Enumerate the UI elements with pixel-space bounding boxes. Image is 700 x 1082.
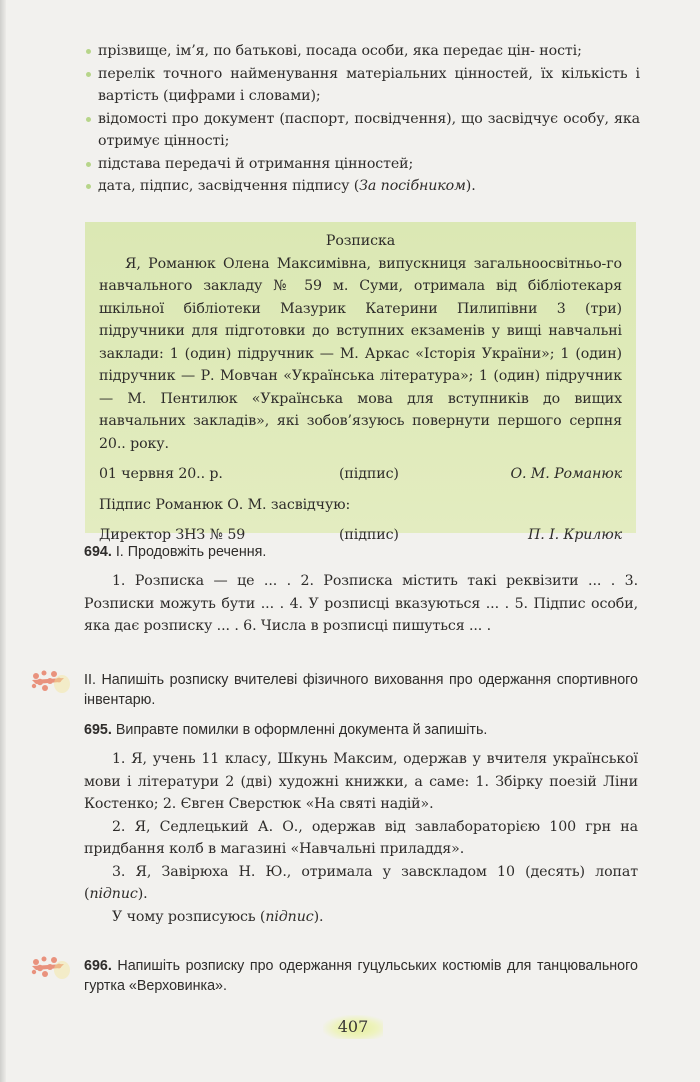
director-name: П. І. Крилюк <box>527 527 622 543</box>
list-item <box>84 108 640 153</box>
signature-placeholder: підпис <box>265 908 314 925</box>
signature-confirmation: Підпис Романюк О. М. засвідчую: <box>99 496 351 513</box>
receipt-date: 01 червня 20.. р. <box>99 466 223 482</box>
list-item <box>84 175 640 198</box>
bullet-icon <box>86 49 91 54</box>
exercise-695 <box>84 720 638 928</box>
exercise-694 <box>84 542 638 638</box>
receipt-title: Розписка <box>325 233 396 249</box>
requisites-list <box>84 40 640 198</box>
receipt-body: Я, Романюк Олена Максимівна, випускниця загальноосвітньо-го навчального закладу № 59 м. Суми, отримала від бібліотекаря шкільної бібліотеки Мазурик Катерини Пилипівни 3 (три) підручники для підготовки до вступних екзаменів у вищі навчальні заклади: 1 (один) підручник — М. Аркас «Історія України»; 1 (один) підручник — Р. Мовчан «Українська література»; 1 (один) підручник — М. Пентилюк «Українська мова для вступників до вищих навчальних закладів», які зобов’язуюсь повернути першого серпня 20.. року. <box>99 255 622 452</box>
exercise-number: 696. <box>84 958 112 974</box>
signature-placeholder: (підпис) <box>339 527 399 543</box>
page-number: 407 <box>323 1015 383 1039</box>
bullet-text: відомості про документ (паспорт, посвідчення), що засвідчує особу, яка отримує цінності; <box>98 110 640 149</box>
signature-row <box>99 463 622 486</box>
exercise-task: Виправте помилки в оформленні документа й запишіть. <box>115 722 488 738</box>
exercise-696 <box>84 956 638 996</box>
creative-task-flower-icon <box>26 954 70 982</box>
bullet-text-end: ). <box>465 178 476 194</box>
creative-task-flower-icon <box>26 668 70 696</box>
signer-name: О. М. Романюк <box>510 466 622 482</box>
item-text-end: ). <box>137 886 148 902</box>
bullet-icon <box>86 72 91 77</box>
exercise-task: Напишіть розписку про одержання гуцульських костюмів для танцювального гуртка «Верховинка». <box>84 958 638 994</box>
list-item <box>84 40 640 63</box>
exercise-695-item-1: 1. Я, учень 11 класу, Шкунь Максим, одержав у вчителя української мови і літератури 2 (дві) художні книжки, а саме: 1. Збірку поезій Ліни Костенко; 2. Євген Сверстюк «На святі надій». <box>84 751 638 812</box>
bullet-text: дата, підпис, засвідчення підпису ( <box>98 178 360 194</box>
item-text: 3. Я, Завірюха Н. Ю., отримала у завскладом 10 (десять) лопат ( <box>84 863 638 902</box>
exercise-task: І. Продовжіть речення. <box>115 544 267 560</box>
list-item <box>84 63 640 108</box>
signature-placeholder: підпис <box>89 886 138 902</box>
exercise-695-task <box>84 720 638 740</box>
exercise-694-task <box>84 542 638 562</box>
bullet-icon <box>86 162 91 167</box>
list-item <box>84 153 640 176</box>
exercise-694-sentences: 1. Розписка — це ... . 2. Розписка містить такі реквізити ... . 3. Розписки можуть бути ... . 4. У розписці вказуються ... . 5. Підпис особи, яка дає розписку ... . 6. Числа в розписці пишуться ... . <box>84 573 638 634</box>
bullet-icon <box>86 184 91 189</box>
signature-placeholder: (підпис) <box>339 466 399 482</box>
exercise-695-item-4 <box>84 906 638 929</box>
exercise-695-item-2: 2. Я, Седлецький А. О., одержав від завлабораторією 100 грн на придбання колб в магазині «Навчальні приладдя». <box>84 818 638 857</box>
director-role: Директор ЗНЗ № 59 <box>99 527 246 543</box>
exercise-number: 694. <box>84 544 112 560</box>
exercise-number: 695. <box>84 722 112 738</box>
page-edge <box>0 0 6 1082</box>
source-citation: За посібником <box>359 178 466 194</box>
bullet-text: підстава передачі й отримання цінностей; <box>98 155 414 172</box>
bullet-icon <box>86 117 91 122</box>
bullet-text: прізвище, ім’я, по батькові, посада особи, яка передає цін- ності; <box>98 43 582 59</box>
bullet-text: перелік точного найменування матеріальних цінностей, їх кількість і вартість (цифрами і словами); <box>98 65 640 104</box>
exercise-694-part2: ІІ. Напишіть розписку вчителеві фізичного виховання про одержання спортивного інвентарю. <box>84 672 638 708</box>
item-text: У чому розписуюсь ( <box>112 908 266 925</box>
exercise-695-item-3 <box>84 861 638 906</box>
item-text-end: ). <box>313 908 324 925</box>
receipt-sample-box <box>85 222 636 543</box>
